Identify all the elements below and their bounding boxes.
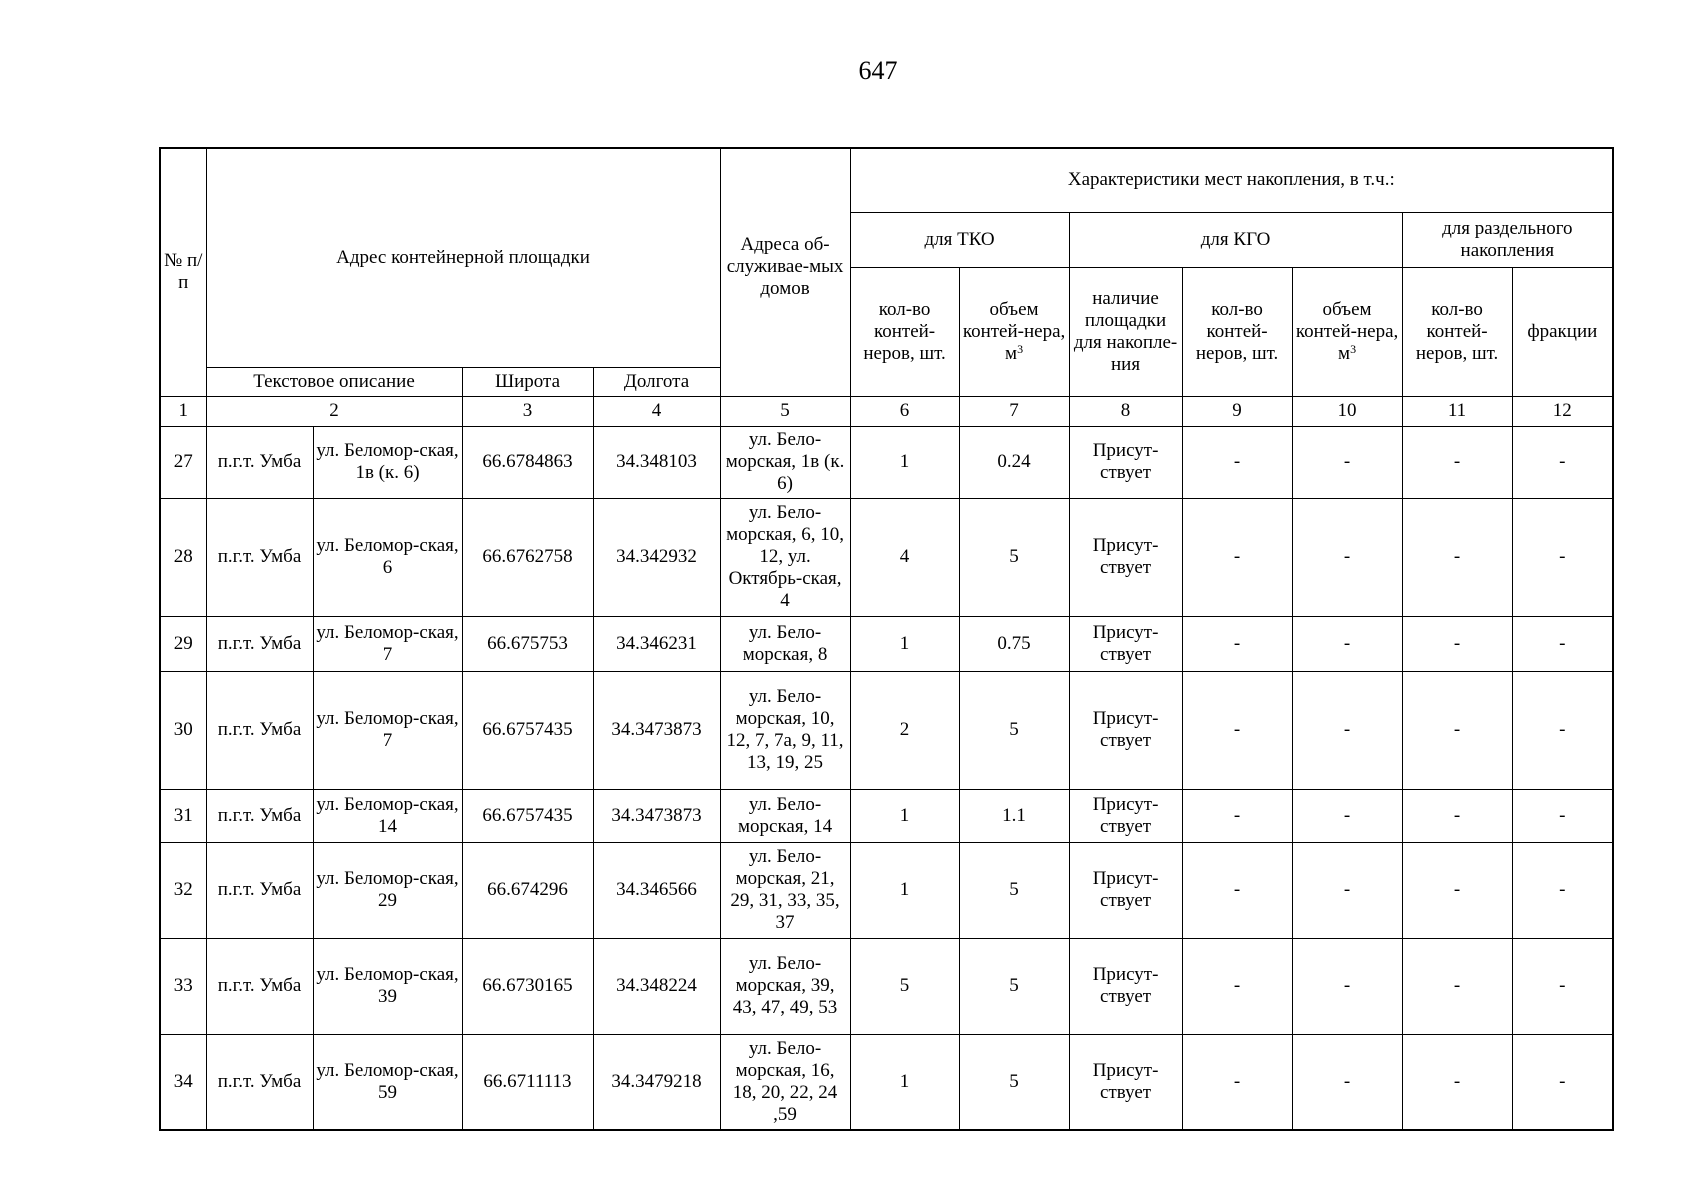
kgo-site-presence-cell: Присут-ствует xyxy=(1069,498,1182,616)
latitude-cell: 66.6757435 xyxy=(462,789,593,842)
header-characteristics: Характеристики мест накопления, в т.ч.: xyxy=(850,148,1613,212)
kgo-container-count-cell: - xyxy=(1182,671,1292,789)
header-tko-volume: объем контей-нера, $м^3$ xyxy=(959,267,1069,396)
kgo-container-count-cell: - xyxy=(1182,938,1292,1034)
header-for-separate: для раздельного накопления xyxy=(1402,212,1613,267)
header-text-description: Текстовое описание xyxy=(206,367,462,396)
longitude-cell: 34.3473873 xyxy=(593,789,720,842)
kgo-container-count-cell: - xyxy=(1182,842,1292,938)
latitude-cell: 66.675753 xyxy=(462,616,593,671)
separate-container-count-cell: - xyxy=(1402,789,1512,842)
street-address-cell: ул. Беломор-ская, 6 xyxy=(313,498,462,616)
latitude-cell: 66.6730165 xyxy=(462,938,593,1034)
longitude-cell: 34.348103 xyxy=(593,426,720,498)
kgo-site-presence-cell: Присут-ствует xyxy=(1069,671,1182,789)
kgo-container-volume-cell: - xyxy=(1292,671,1402,789)
table-row xyxy=(160,842,1613,938)
table-row xyxy=(160,938,1613,1034)
row-number-cell: 32 xyxy=(160,842,206,938)
kgo-container-volume-cell: - xyxy=(1292,842,1402,938)
row-number-cell: 30 xyxy=(160,671,206,789)
column-number: 4 xyxy=(593,396,720,426)
header-tko-count: кол-во контей-неров, шт. xyxy=(850,267,959,396)
tko-container-volume-cell: 5 xyxy=(959,938,1069,1034)
tko-container-count-cell: 1 xyxy=(850,426,959,498)
served-houses-cell: ул. Бело-морская, 39, 43, 47, 49, 53 xyxy=(720,938,850,1034)
tko-container-count-cell: 5 xyxy=(850,938,959,1034)
separate-fractions-cell: - xyxy=(1512,498,1613,616)
served-houses-cell: ул. Бело-морская, 21, 29, 31, 33, 35, 37 xyxy=(720,842,850,938)
separate-container-count-cell: - xyxy=(1402,616,1512,671)
header-for-tko: для ТКО xyxy=(850,212,1069,267)
longitude-cell: 34.3473873 xyxy=(593,671,720,789)
separate-fractions-cell: - xyxy=(1512,1034,1613,1130)
row-number-cell: 27 xyxy=(160,426,206,498)
longitude-cell: 34.346566 xyxy=(593,842,720,938)
tko-container-count-cell: 1 xyxy=(850,1034,959,1130)
tko-container-volume-cell: 1.1 xyxy=(959,789,1069,842)
tko-container-volume-cell: 5 xyxy=(959,498,1069,616)
served-houses-cell: ул. Бело-морская, 10, 12, 7, 7а, 9, 11, 13, 19, 25 xyxy=(720,671,850,789)
locality-cell: п.г.т. Умба xyxy=(206,842,313,938)
kgo-site-presence-cell: Присут-ствует xyxy=(1069,938,1182,1034)
kgo-container-volume-cell: - xyxy=(1292,616,1402,671)
header-served-houses: Адреса об-служивае-мых домов xyxy=(720,148,850,396)
locality-cell: п.г.т. Умба xyxy=(206,426,313,498)
separate-fractions-cell: - xyxy=(1512,842,1613,938)
latitude-cell: 66.6762758 xyxy=(462,498,593,616)
container-sites-table xyxy=(159,147,1614,1131)
tko-container-volume-cell: 5 xyxy=(959,671,1069,789)
kgo-container-volume-cell: - xyxy=(1292,426,1402,498)
row-number-cell: 34 xyxy=(160,1034,206,1130)
kgo-container-volume-cell: - xyxy=(1292,938,1402,1034)
kgo-site-presence-cell: Присут-ствует xyxy=(1069,616,1182,671)
separate-container-count-cell: - xyxy=(1402,671,1512,789)
street-address-cell: ул. Беломор-ская, 29 xyxy=(313,842,462,938)
header-sep-count: кол-во контей-неров, шт. xyxy=(1402,267,1512,396)
served-houses-cell: ул. Бело-морская, 14 xyxy=(720,789,850,842)
longitude-cell: 34.348224 xyxy=(593,938,720,1034)
tko-container-volume-cell: 5 xyxy=(959,1034,1069,1130)
served-houses-cell: ул. Бело-морская, 16, 18, 20, 22, 24 ,59 xyxy=(720,1034,850,1130)
tko-container-count-cell: 1 xyxy=(850,842,959,938)
tko-container-volume-cell: 0.75 xyxy=(959,616,1069,671)
separate-container-count-cell: - xyxy=(1402,1034,1512,1130)
header-address-platform: Адрес контейнерной площадки xyxy=(206,148,720,367)
table-row xyxy=(160,498,1613,616)
tko-container-count-cell: 1 xyxy=(850,789,959,842)
row-number-cell: 28 xyxy=(160,498,206,616)
header-longitude: Долгота xyxy=(593,367,720,396)
kgo-container-count-cell: - xyxy=(1182,498,1292,616)
served-houses-cell: ул. Бело-морская, 6, 10, 12, ул. Октябрь-ская, 4 xyxy=(720,498,850,616)
tko-container-volume-cell: 5 xyxy=(959,842,1069,938)
latitude-cell: 66.6784863 xyxy=(462,426,593,498)
locality-cell: п.г.т. Умба xyxy=(206,616,313,671)
street-address-cell: ул. Беломор-ская, 14 xyxy=(313,789,462,842)
column-number: 10 xyxy=(1292,396,1402,426)
header-kgo-count: кол-во контей-неров, шт. xyxy=(1182,267,1292,396)
street-address-cell: ул. Беломор-ская, 1в (к. 6) xyxy=(313,426,462,498)
column-number: 3 xyxy=(462,396,593,426)
separate-fractions-cell: - xyxy=(1512,426,1613,498)
header-for-kgo: для КГО xyxy=(1069,212,1402,267)
table-row xyxy=(160,616,1613,671)
column-number: 1 xyxy=(160,396,206,426)
kgo-container-count-cell: - xyxy=(1182,426,1292,498)
separate-fractions-cell: - xyxy=(1512,616,1613,671)
tko-container-volume-cell: 0.24 xyxy=(959,426,1069,498)
kgo-container-count-cell: - xyxy=(1182,616,1292,671)
table-row xyxy=(160,1034,1613,1130)
column-number: 6 xyxy=(850,396,959,426)
column-number: 7 xyxy=(959,396,1069,426)
header-sep-fractions: фракции xyxy=(1512,267,1613,396)
kgo-container-volume-cell: - xyxy=(1292,498,1402,616)
latitude-cell: 66.6757435 xyxy=(462,671,593,789)
kgo-site-presence-cell: Присут-ствует xyxy=(1069,789,1182,842)
row-number-cell: 33 xyxy=(160,938,206,1034)
header-latitude: Широта xyxy=(462,367,593,396)
separate-container-count-cell: - xyxy=(1402,938,1512,1034)
street-address-cell: ул. Беломор-ская, 39 xyxy=(313,938,462,1034)
locality-cell: п.г.т. Умба xyxy=(206,498,313,616)
tko-container-count-cell: 1 xyxy=(850,616,959,671)
street-address-cell: ул. Беломор-ская, 59 xyxy=(313,1034,462,1130)
separate-fractions-cell: - xyxy=(1512,671,1613,789)
page-number: 647 xyxy=(858,56,898,85)
column-number: 5 xyxy=(720,396,850,426)
locality-cell: п.г.т. Умба xyxy=(206,1034,313,1130)
locality-cell: п.г.т. Умба xyxy=(206,671,313,789)
tko-container-count-cell: 4 xyxy=(850,498,959,616)
street-address-cell: ул. Беломор-ская, 7 xyxy=(313,671,462,789)
kgo-container-count-cell: - xyxy=(1182,1034,1292,1130)
kgo-site-presence-cell: Присут-ствует xyxy=(1069,842,1182,938)
served-houses-cell: ул. Бело-морская, 1в (к. 6) xyxy=(720,426,850,498)
kgo-site-presence-cell: Присут-ствует xyxy=(1069,1034,1182,1130)
separate-container-count-cell: - xyxy=(1402,426,1512,498)
separate-fractions-cell: - xyxy=(1512,938,1613,1034)
locality-cell: п.г.т. Умба xyxy=(206,789,313,842)
table-row xyxy=(160,789,1613,842)
longitude-cell: 34.3479218 xyxy=(593,1034,720,1130)
longitude-cell: 34.342932 xyxy=(593,498,720,616)
table-row xyxy=(160,671,1613,789)
longitude-cell: 34.346231 xyxy=(593,616,720,671)
column-number: 11 xyxy=(1402,396,1512,426)
row-number-cell: 29 xyxy=(160,616,206,671)
latitude-cell: 66.674296 xyxy=(462,842,593,938)
column-number: 2 xyxy=(206,396,462,426)
header-kgo-volume: объем контей-нера, $м^3$ xyxy=(1292,267,1402,396)
separate-fractions-cell: - xyxy=(1512,789,1613,842)
latitude-cell: 66.6711113 xyxy=(462,1034,593,1130)
header-num: № п/п xyxy=(160,148,206,396)
column-number: 12 xyxy=(1512,396,1613,426)
served-houses-cell: ул. Бело-морская, 8 xyxy=(720,616,850,671)
table-row xyxy=(160,426,1613,498)
kgo-container-count-cell: - xyxy=(1182,789,1292,842)
kgo-container-volume-cell: - xyxy=(1292,789,1402,842)
row-number-cell: 31 xyxy=(160,789,206,842)
column-number: 9 xyxy=(1182,396,1292,426)
column-number: 8 xyxy=(1069,396,1182,426)
column-number-row xyxy=(160,396,1613,426)
separate-container-count-cell: - xyxy=(1402,842,1512,938)
header-kgo-presence: наличие площадки для накопле-ния xyxy=(1069,267,1182,396)
kgo-site-presence-cell: Присут-ствует xyxy=(1069,426,1182,498)
header-row-1 xyxy=(160,148,1613,212)
locality-cell: п.г.т. Умба xyxy=(206,938,313,1034)
table-body xyxy=(160,426,1613,1130)
kgo-container-volume-cell: - xyxy=(1292,1034,1402,1130)
tko-container-count-cell: 2 xyxy=(850,671,959,789)
separate-container-count-cell: - xyxy=(1402,498,1512,616)
street-address-cell: ул. Беломор-ская, 7 xyxy=(313,616,462,671)
